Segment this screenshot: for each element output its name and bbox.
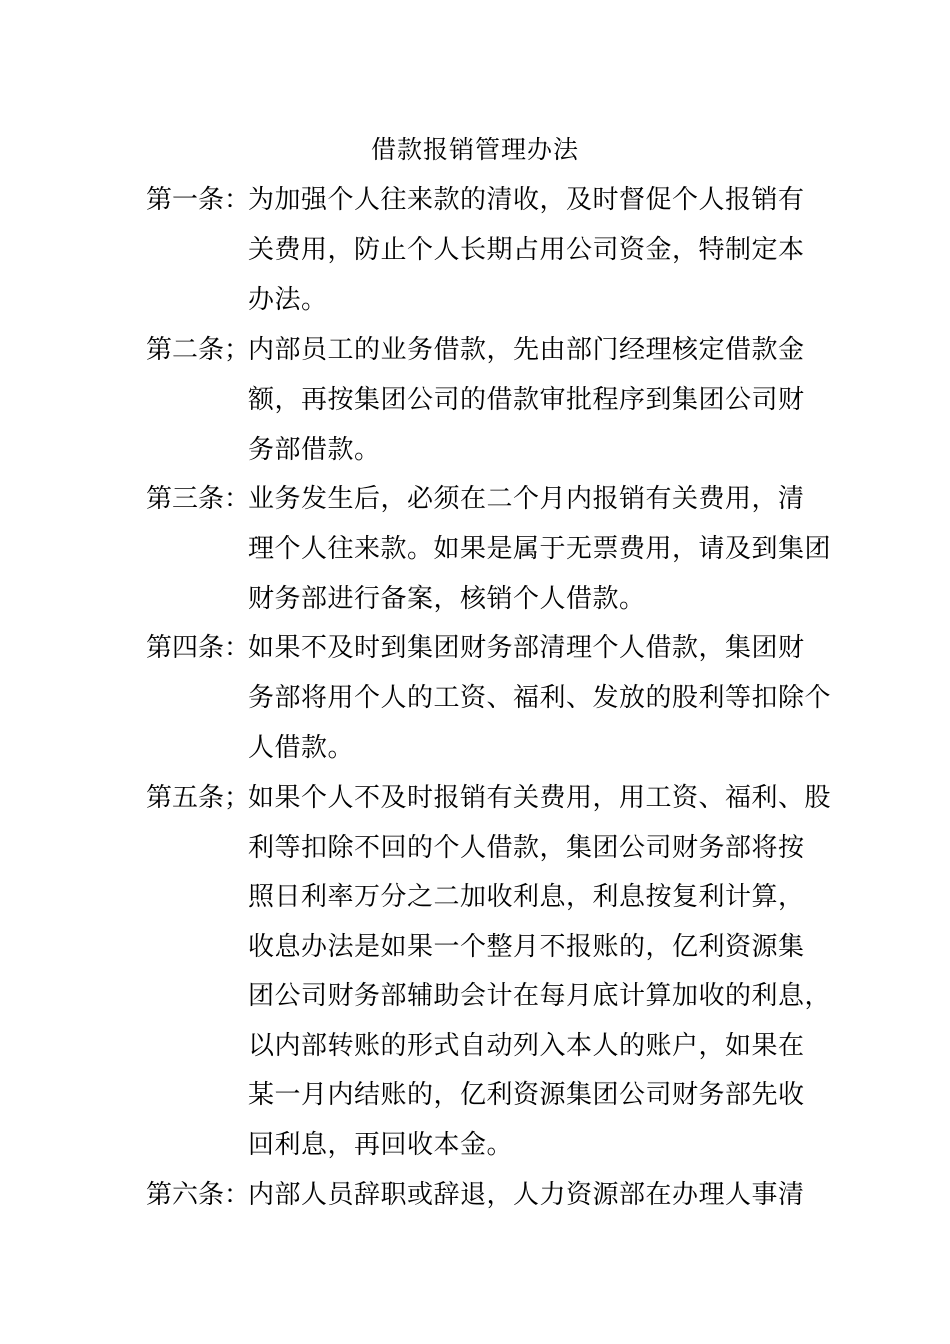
article-line: 人借款。	[248, 733, 355, 763]
article-label: 第二条；	[146, 335, 251, 365]
article-label: 第六条：	[146, 1180, 251, 1210]
article-line: 理个人往来款。如果是属于无票费用，请及到集团	[248, 534, 832, 564]
document-title: 借款报销管理办法	[370, 135, 579, 164]
article-line: 收息办法是如果一个整月不报账的，亿利资源集	[248, 932, 805, 962]
article-line: 如果不及时到集团财务部清理个人借款，集团财	[248, 633, 805, 663]
article-line: 务部将用个人的工资、福利、发放的股利等扣除个	[248, 683, 832, 713]
article-line: 内部人员辞职或辞退，人力资源部在办理人事清	[248, 1180, 805, 1210]
article-line: 务部借款。	[248, 435, 381, 465]
article-line: 利等扣除不回的个人借款，集团公司财务部将按	[248, 833, 805, 863]
article-line: 回利息，再回收本金。	[248, 1130, 514, 1160]
article-line: 关费用，防止个人长期占用公司资金，特制定本	[248, 235, 805, 265]
article-line: 以内部转账的形式自动列入本人的账户，如果在	[248, 1031, 805, 1061]
article-label: 第一条：	[146, 185, 251, 215]
article-line: 如果个人不及时报销有关费用，用工资、福利、股	[248, 783, 832, 813]
article-line: 为加强个人往来款的清收，及时督促个人报销有	[248, 185, 805, 215]
article-line: 办法。	[248, 285, 328, 315]
article-label: 第三条：	[146, 484, 251, 514]
article-line: 财务部进行备案，核销个人借款。	[248, 584, 646, 614]
article-label: 第四条：	[146, 633, 251, 663]
article-line: 照日利率万分之二加收利息，利息按复利计算，	[248, 882, 805, 912]
article-line: 额，再按集团公司的借款审批程序到集团公司财	[248, 385, 805, 415]
article-line: 内部员工的业务借款，先由部门经理核定借款金	[248, 335, 805, 365]
article-line: 某一月内结账的，亿利资源集团公司财务部先收	[248, 1080, 805, 1110]
article-line: 业务发生后，必须在二个月内报销有关费用，清	[248, 484, 805, 514]
article-line: 团公司财务部辅助会计在每月底计算加收的利息，	[248, 981, 832, 1011]
article-label: 第五条；	[146, 783, 251, 813]
